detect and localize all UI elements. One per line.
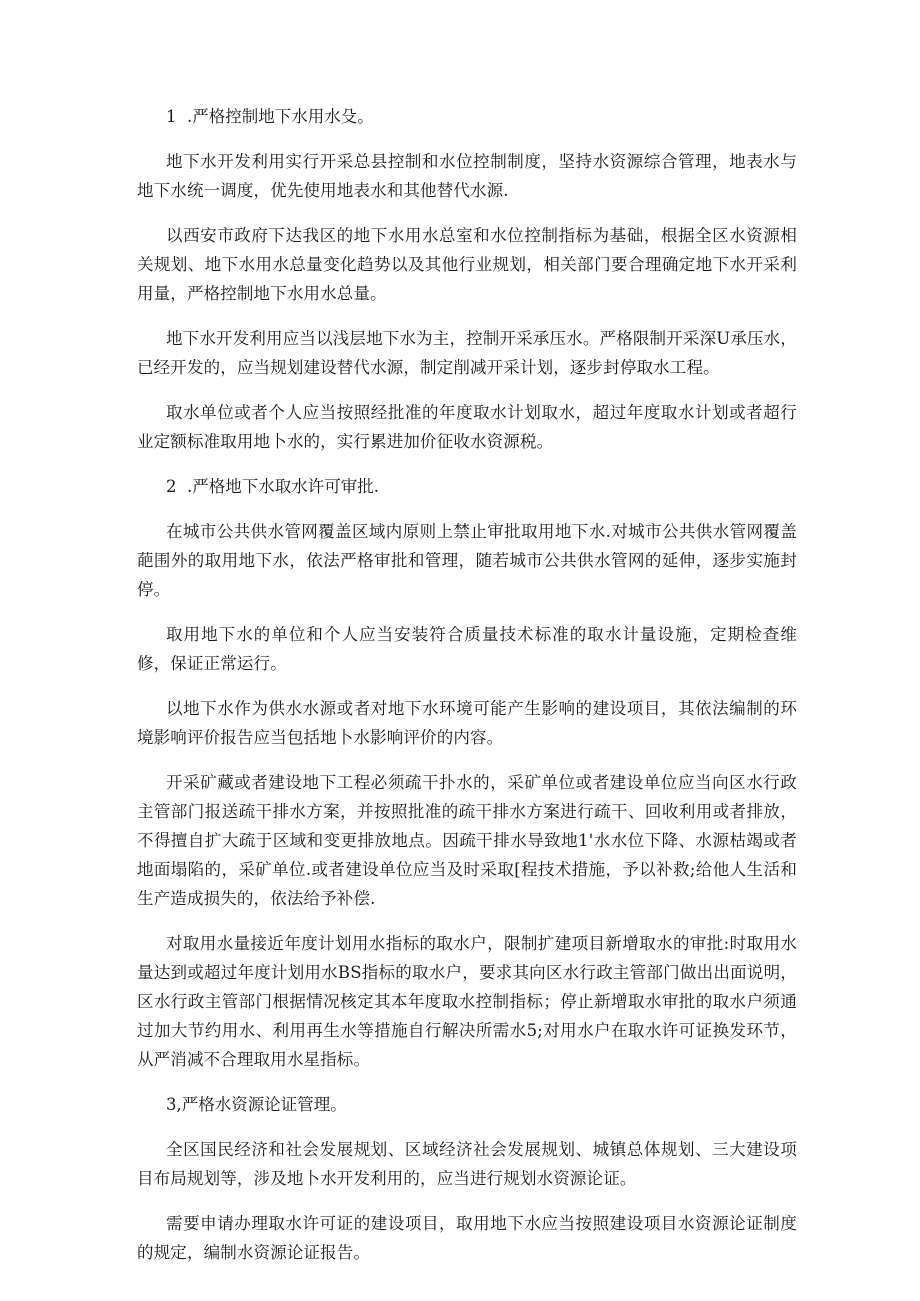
paragraph: 全区国民经济和社会发展规划、区域经济社会发展规划、城镇总体规划、三大建设项目布局规划等，涉及地卜水开发利用的，应当进行规划水资源论证。 (137, 1140, 797, 1188)
paragraph: 需要申请办理取水许可证的建设项目，取用地下水应当按照建设项目水资源论证制度的规定，编制水资源论证报告。 (137, 1214, 797, 1262)
paragraph: 以地下水作为供水水源或者对地下水环境可能产生影响的建设项目，其依法编制的环境影响评价报告应当包括地卜水影响评价的内容。 (137, 699, 797, 747)
paragraph: 地下水开发利用实行开采总县控制和水位控制制度，坚持水资源综合管理，地表水与地下水统一调度，优先使用地表水和其他替代水源. (137, 152, 797, 200)
paragraph: 取水单位或者个人应当按照经批准的年度取水计划取水，超过年度取水计划或者超行业定额标准取用地卜水的，实行累进加价征收水资源税。 (137, 403, 797, 451)
paragraph: 以西安市政府下达我区的地下水用水总室和水位控制指标为基础，根据全区水资源相关规划、地下水用水总量变化趋势以及其他行业规划，相关部门要合理确定地下水开采利用量，严格控制地下水用水总量。 (137, 226, 797, 303)
paragraph: 对取用水量接近年度计划用水指标的取水户，限制扩建项目新增取水的审批:时取用水量达到或超过年度计划用水BS指标的取水户，要求其向区水行政主管部门做出出面说明，区水行政主管部门根据情况核定其本年度取水控制指标；停止新增取水审批的取水户须通过加大节约用水、利用再生水等措施自行解决所需水5;对用水户在取水许可证换发环节，从严消减不合理取用水星指标。 (137, 934, 797, 1069)
paragraph: 取用地下水的单位和个人应当安装符合质量技术标准的取水计量设施，定期检查维修，保证正常运行。 (137, 625, 797, 673)
section-heading-1: 1 .严格控制地下水用水殳。 (166, 107, 374, 126)
paragraph: 地下水开发利用应当以浅层地下水为主，控制开采承压水。严格限制开采深U承压水，已经开发的，应当规划建设替代水源，制定削减开采计划，逐步封停取水工程。 (137, 329, 797, 377)
paragraph: 在城市公共供水管网覆盖区域内原则上禁止审批取用地下水.对城市公共供水管网覆盖葩围外的取用地下水，依法严格审批和管理，随若城市公共供水管网的延伸，逐步实施封停。 (137, 522, 797, 599)
section-heading-3: 3,严格水资源论证管理。 (166, 1095, 347, 1114)
section-heading-2: 2 .严格地下水取水许可审批. (166, 477, 379, 496)
paragraph: 开采矿藏或者建设地下工程必须疏干扑水的，采矿单位或者建设单位应当向区水行政主管部门报送疏干排水方案，并按照批准的疏干排水方案进行疏干、回收利用或者排放，不得擅自扩大疏于区域和变更排放地点。因疏干排水导致地1'水水位下降、水源枯竭或者地面塌陷的，采矿单位.或者建设单位应当及时采取[程技术措施，予以补救;给他人生活和生产造成损失的，依法给予补偿. (137, 773, 797, 908)
document-body (0, 102, 920, 1283)
